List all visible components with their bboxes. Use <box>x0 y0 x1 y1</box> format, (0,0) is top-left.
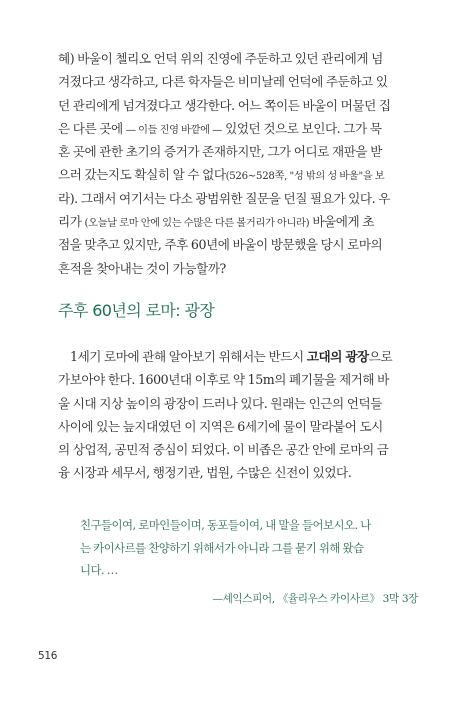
text-segment: 리가 <box>58 214 85 230</box>
block-quote <box>80 514 420 582</box>
inline-aside: — 이들 진영 바깥에 — <box>125 124 223 136</box>
text-line: 울 시대 지상 높이의 광장이 드러나 있다. 원래는 인근의 언덕들 <box>58 395 382 411</box>
text-line: 던 관리에게 넘겨졌다고 생각한다. 어느 쪽이든 바울이 머물던 집 <box>58 97 391 113</box>
bold-term: 고대의 광장 <box>306 349 369 364</box>
text-line: 라). 그래서 여기서는 다소 광범위한 질문을 던질 필요가 있다. 우 <box>58 190 390 206</box>
text-segment: 은 다른 곳에 <box>58 120 126 136</box>
text-line: 혼 곳에 관한 초기의 증거가 존재하지만, 그가 어디로 재판을 받 <box>58 144 382 160</box>
text-line <box>58 163 420 186</box>
quote-line: 는 카이사르를 찬양하기 위해서가 아니라 그를 묻기 위해 왔습 <box>80 540 364 555</box>
paragraph-2 <box>58 345 420 485</box>
text-line: 사이에 있는 늪지대였던 이 지역은 6세기에 물이 말라붙어 도시 <box>58 418 383 434</box>
paragraph-1 <box>58 47 420 280</box>
text-segment: 으로 <box>368 349 393 364</box>
quote-line: 니다. … <box>80 563 118 577</box>
text-line: 흔적을 찾아내는 것이 가능할까? <box>58 260 226 276</box>
page-number: 516 <box>38 650 58 662</box>
text-line: 융 시장과 세무서, 행정기관, 법원, 수많은 신전이 있었다. <box>58 465 352 481</box>
text-line: 혜) 바울이 첼리오 언덕 위의 진영에 주둔하고 있던 관리에게 넘 <box>58 51 383 66</box>
text-segment: 있었던 것으로 보인다. 그가 묵 <box>222 120 382 136</box>
text-line: 가보아야 한다. 1600년대 이후로 약 15m의 폐기물을 제거해 바 <box>58 372 389 388</box>
text-line <box>58 117 420 140</box>
text-line: 의 상업적, 공민적 중심이 되었다. 이 비좁은 공간 안에 로마의 금 <box>58 442 389 458</box>
text-line: 점을 맞추고 있지만, 주후 60년에 바울이 방문했을 당시 로마의 <box>58 237 383 253</box>
text-line: 겨졌다고 생각하고, 다른 학자들은 비미날레 언덕에 주둔하고 있 <box>58 74 388 90</box>
text-line <box>58 210 420 233</box>
text-segment: 으러 갔는지도 확실히 알 수 없다 <box>58 167 226 183</box>
inline-aside: (오늘날 로마 안에 있는 수많은 다른 볼거리가 아니라) <box>84 218 310 230</box>
quote-line: 친구들이여, 로마인들이며, 동포들이여, 내 말을 들어보시오. 나 <box>80 518 371 532</box>
text-segment: 1세기 로마에 관해 알아보기 위해서는 반드시 <box>70 349 307 364</box>
quote-attribution: —셰익스피어, 《율리우스 카이사르》 3막 3장 <box>212 593 418 605</box>
cross-reference: (526~528쪽, "성 밖의 성 바울"을 보 <box>225 171 385 183</box>
text-line <box>58 345 420 368</box>
text-segment: 바울에게 초 <box>309 214 374 230</box>
section-heading: 주후 60년의 로마: 광장 <box>58 301 215 320</box>
